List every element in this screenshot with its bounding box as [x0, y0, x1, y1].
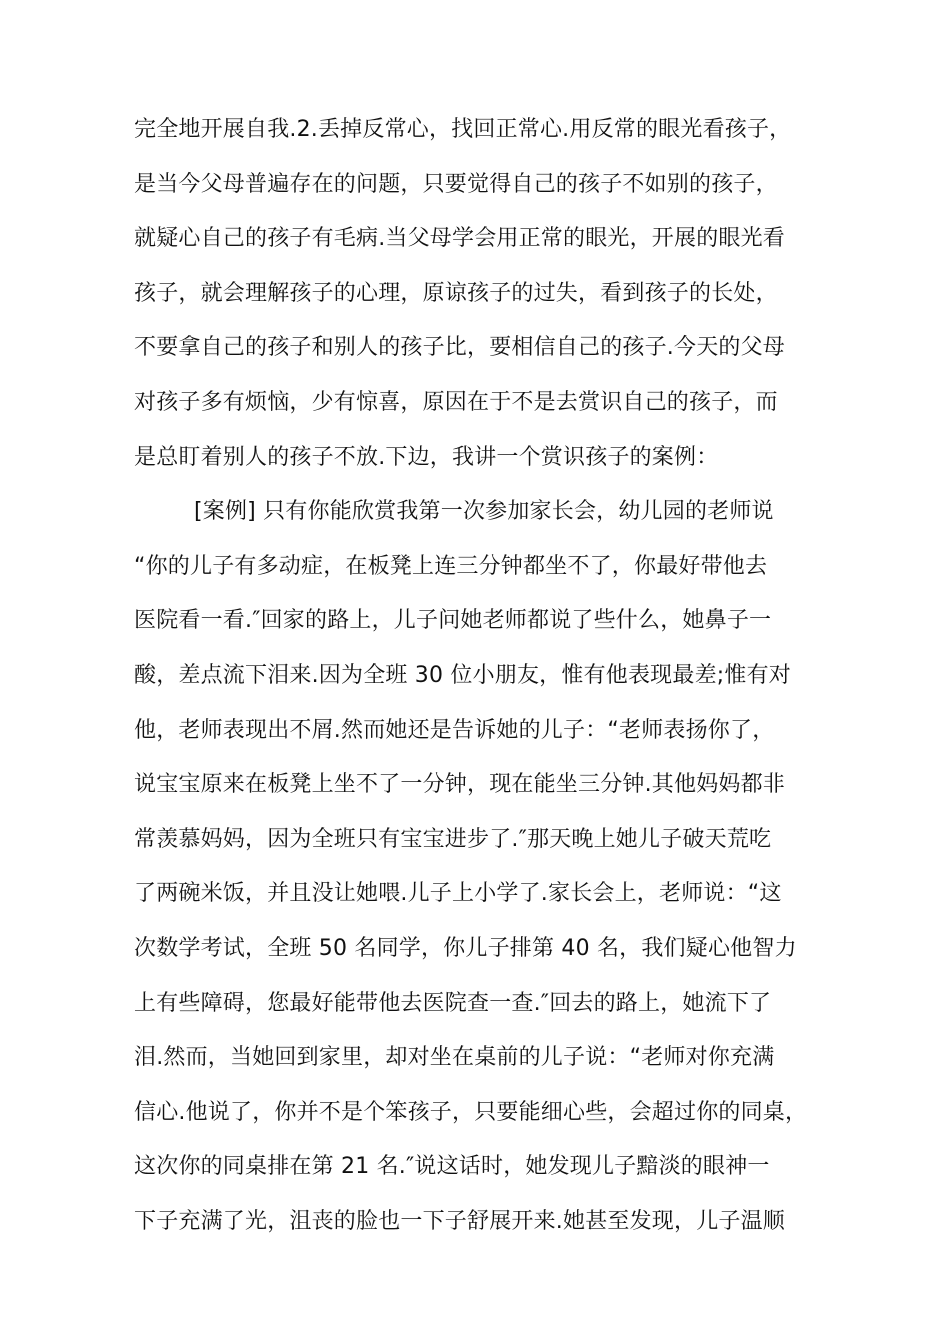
text-line: 完全地开展自我.2.丢掉反常心，找回正常心.用反常的眼光看孩子， [134, 117, 792, 142]
text-line: 常羡慕妈妈，因为全班只有宝宝进步了.″那天晚上她儿子破天荒吃 [134, 826, 772, 852]
text-line: 不要拿自己的孩子和别人的孩子比，要相信自己的孩子.今天的父母 [134, 335, 785, 361]
text-line: 孩子，就会理解孩子的心理，原谅孩子的过失，看到孩子的长处， [134, 280, 778, 306]
text-line: 信心.他说了，你并不是个笨孩子，只要能细心些，会超过你的同桌， [134, 1099, 808, 1125]
text-line: 他，老师表现出不屑.然而她还是告诉她的儿子：“老师表扬你了， [134, 717, 775, 743]
body-text [134, 103, 838, 1249]
text-line: 对孩子多有烦恼，少有惊喜，原因在于不是去赏识自己的孩子，而 [134, 389, 778, 415]
text-line: 说宝宝原来在板凳上坐不了一分钟，现在能坐三分钟.其他妈妈都非 [134, 772, 785, 798]
text-line: 这次你的同桌排在第 21 名.″说这话时，她发现儿子黯淡的眼神一 [134, 1154, 770, 1180]
text-line: 下子充满了光，沮丧的脸也一下子舒展开来.她甚至发现，儿子温顺 [134, 1208, 785, 1234]
text-line: 是当今父母普遍存在的问题，只要觉得自己的孩子不如别的孩子， [134, 171, 778, 197]
text-line: 就疑心自己的孩子有毛病.当父母学会用正常的眼光，开展的眼光看 [134, 226, 785, 252]
text-line: 泪.然而，当她回到家里，却对坐在桌前的儿子说：“老师对你充满 [134, 1045, 775, 1071]
text-line: 是总盯着别人的孩子不放.下边，我讲一个赏识孩子的案例： [134, 444, 719, 470]
text-line: [案例] 只有你能欣赏我第一次参加家长会，幼儿园的老师说 [194, 499, 774, 525]
text-line: 上有些障碍，您最好能带他去医院查一查.″回去的路上，她流下了 [134, 990, 772, 1016]
text-line: “你的儿子有多动症，在板凳上连三分钟都坐不了，你最好带他去 [134, 553, 768, 579]
text-line: 医院看一看.″回家的路上，儿子问她老师都说了些什么，她鼻子一 [134, 608, 772, 634]
text-line: 了两碗米饭，并且没让她喂.儿子上小学了.家长会上，老师说：“这 [134, 881, 782, 907]
text-line: 酸，差点流下泪来.因为全班 30 位小朋友，惟有他表现最差;惟有对 [134, 662, 791, 688]
text-line: 次数学考试，全班 50 名同学，你儿子排第 40 名，我们疑心他智力 [134, 935, 797, 961]
